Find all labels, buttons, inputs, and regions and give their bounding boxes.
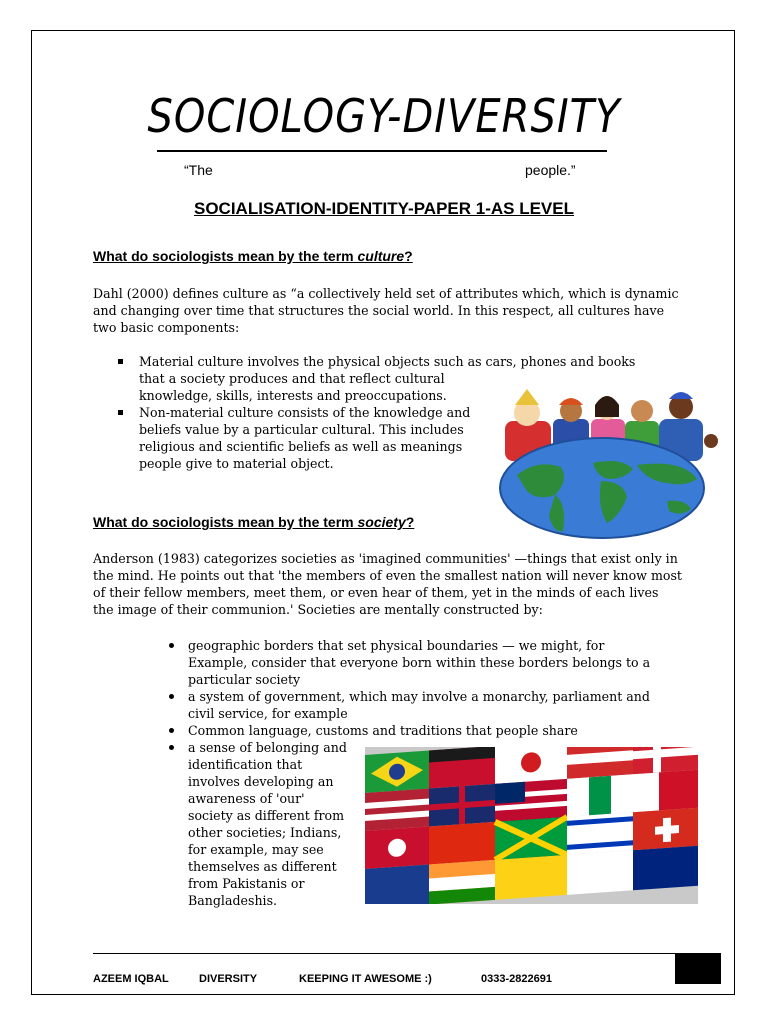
footer-divider (93, 953, 721, 954)
society-question: What do sociologists mean by the term society? (93, 514, 415, 530)
list-item: Non-material culture consists of the knowledge and beliefs value by a particular cultural. This includes religious and scientific beliefs as well as meanings people give to material object. (118, 404, 635, 472)
list-item: a system of government, which may involve a monarchy, parliament and civil service, for example (167, 688, 708, 722)
list-item: geographic borders that set physical boundaries — we might, for Example, consider that everyone born within these borders belongs to a particular society (167, 637, 708, 688)
globe-people-illustration (497, 383, 725, 541)
footer-black-box (675, 954, 721, 984)
society-paragraph: Anderson (1983) categorizes societies as 'imagined communities' —things that exist only in the mind. He points out that 'the members of even the smallest nation will never know most of their fellow members, meet them, or even hear of them, yet in the minds of each lives the image of their communion.' Societies are mentally constructed by: (93, 551, 682, 617)
footer-phone: 0333-2822691 (481, 973, 552, 985)
footer-motto: KEEPING IT AWESOME :) (299, 973, 432, 985)
list-item: Common language, customs and traditions that people share (167, 722, 708, 739)
culture-paragraph: Dahl (2000) defines culture as “a collectively held set of attributes which, which is dynamic and changing over time that structures the social world. In this respect, all cultures have two basic components: (93, 286, 679, 335)
quote-right: people.” (525, 162, 576, 178)
world-flags-illustration (365, 747, 698, 904)
footer-author: AZEEM IQBAL (93, 973, 169, 985)
document-title: SOCIOLOGY-DIVERSITY (147, 90, 621, 144)
footer-subject: DIVERSITY (199, 973, 258, 985)
culture-question: What do sociologists mean by the term culture? (93, 248, 413, 264)
quote-left: “The (184, 162, 213, 178)
list-item: a sense of belonging and identification that involves developing an awareness of 'our' society as different from other societies; Indians, for example, may see themselves as different from Pakistanis or Bangladeshis. (167, 739, 708, 909)
list-item: Material culture involves the physical objects such as cars, phones and books that a society produces and that reflect cultural knowledge, skills, interests and preoccupations. (118, 353, 635, 404)
section-heading: SOCIALISATION-IDENTITY-PAPER 1-AS LEVEL (193, 199, 574, 218)
title-underline (157, 150, 607, 152)
